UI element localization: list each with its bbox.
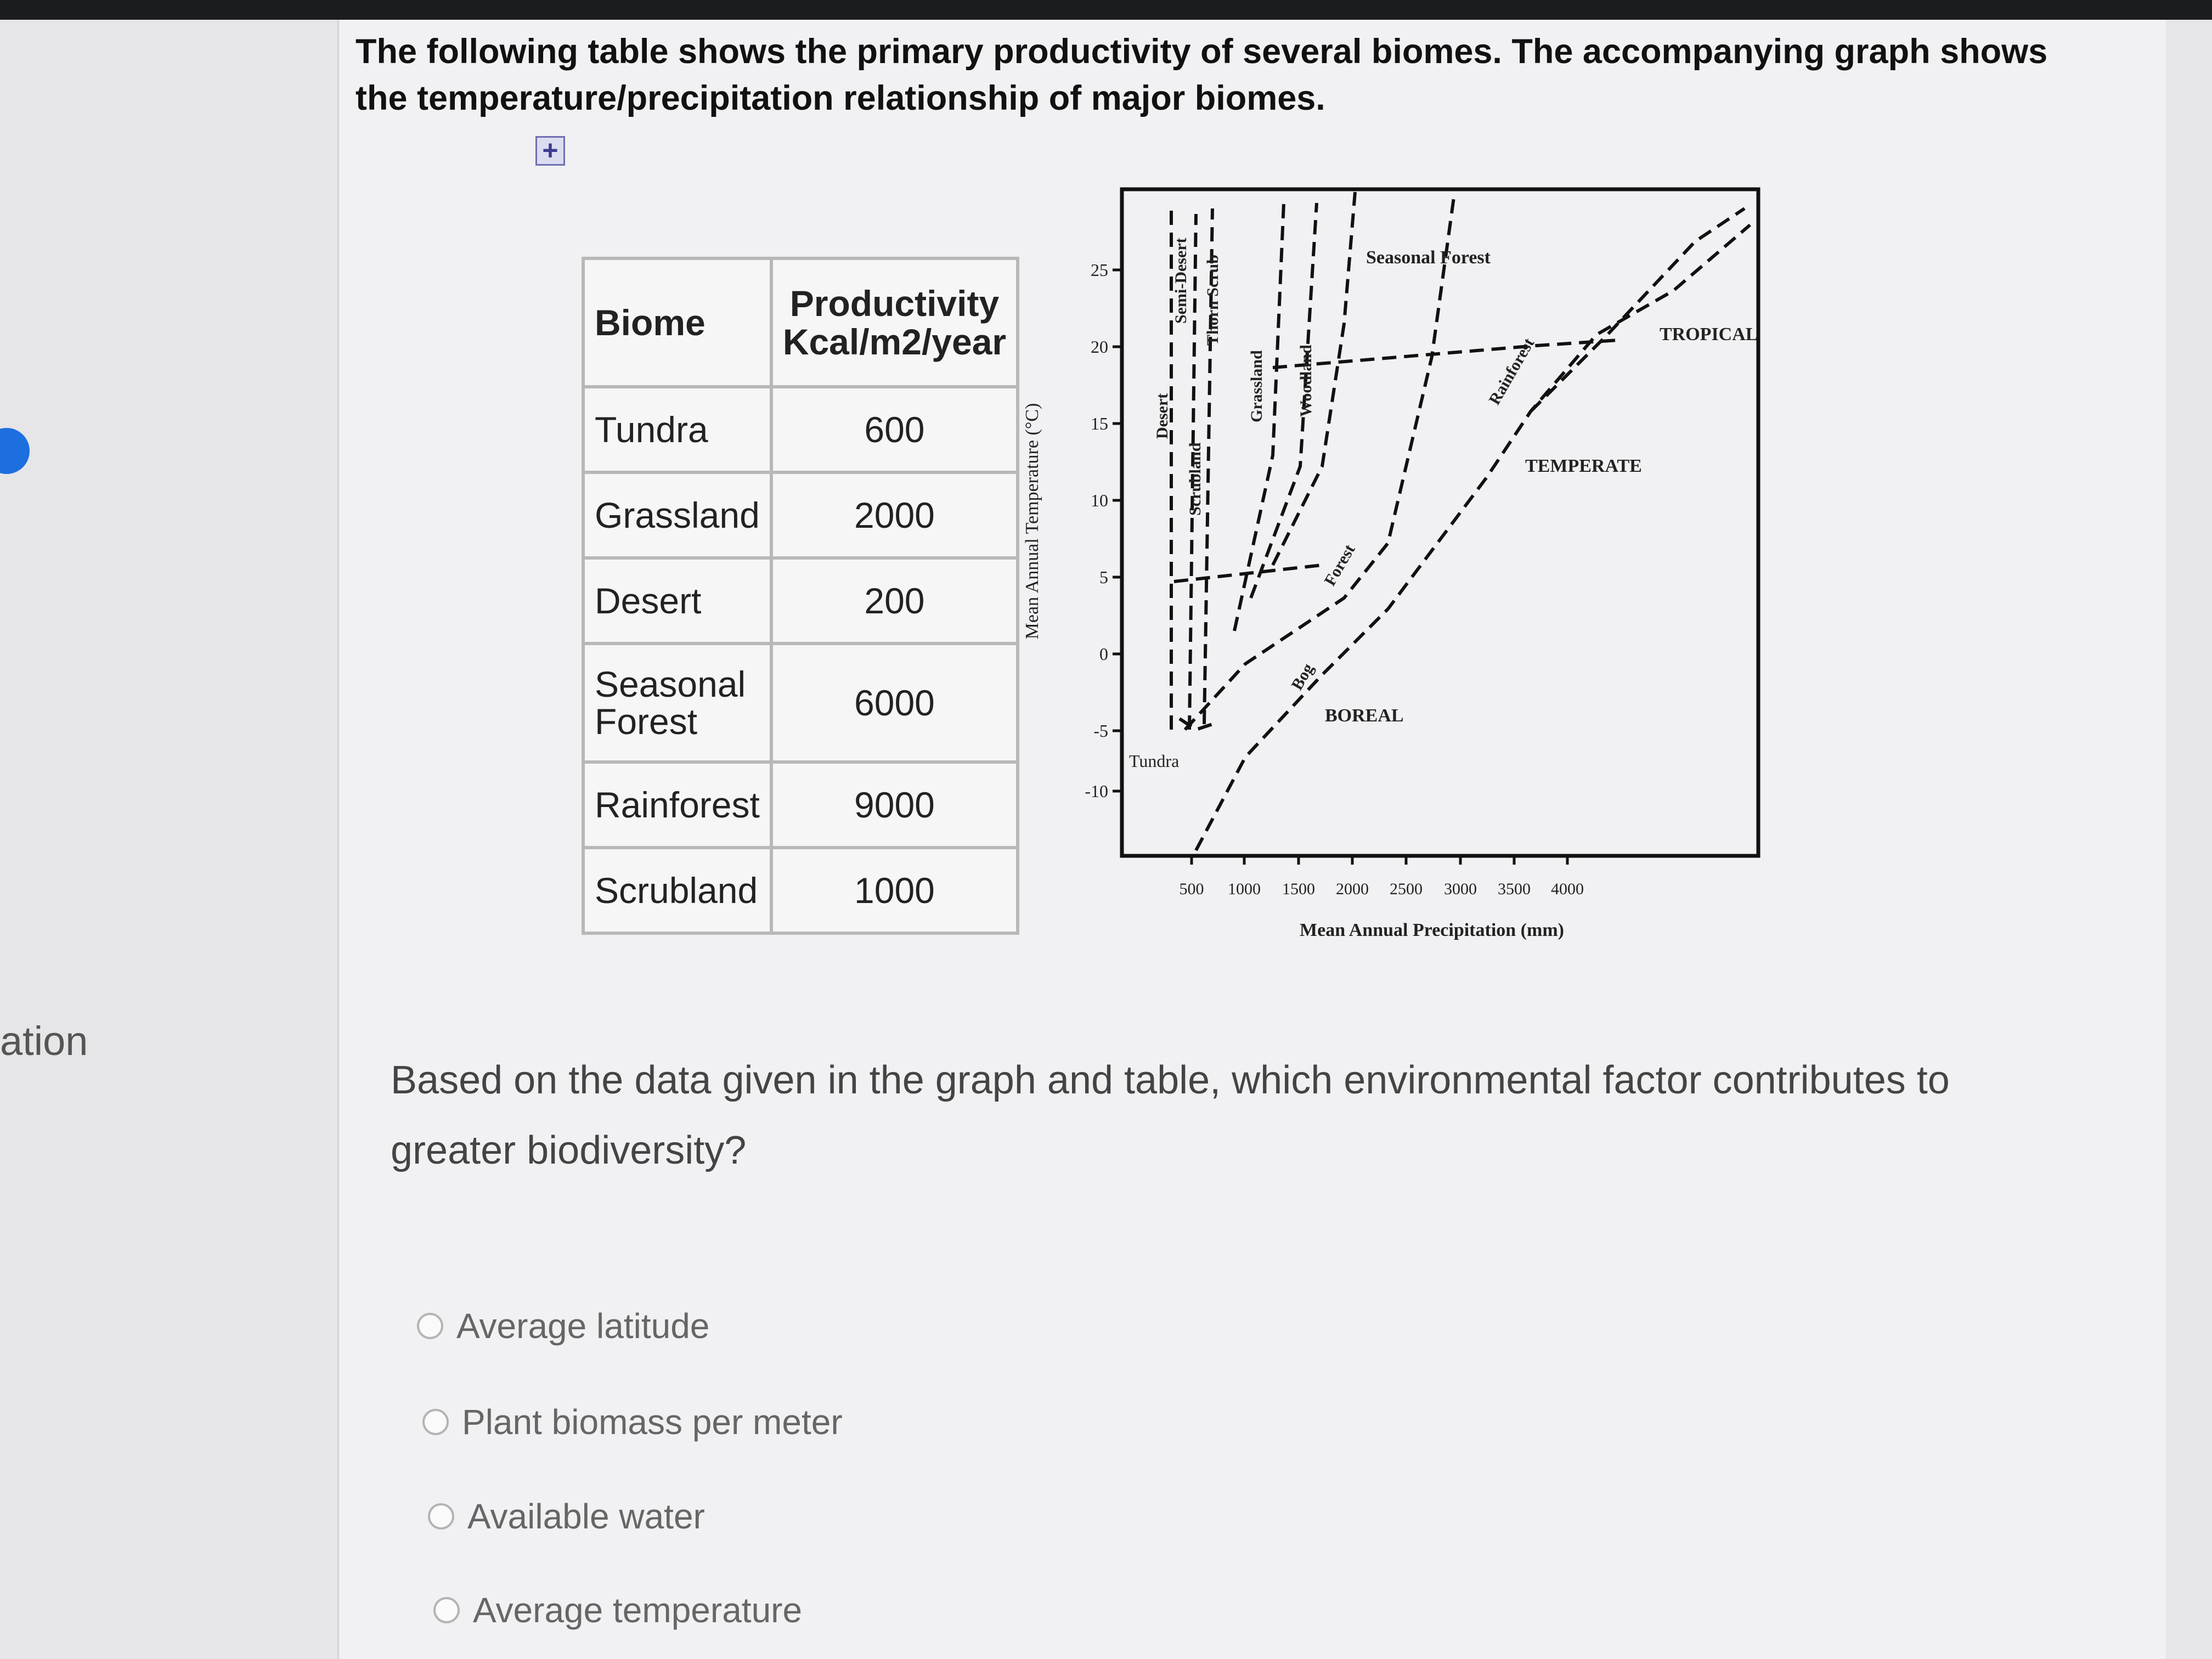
table-row — [583, 848, 1018, 933]
top-bar — [0, 0, 2212, 20]
radio-icon[interactable] — [428, 1503, 454, 1530]
biome-label-thorn-scrub: Thorn Scrub — [1204, 255, 1222, 346]
y-tick-labels — [1085, 260, 1108, 801]
sidebar-partial-label: ation — [0, 1018, 88, 1064]
table-row — [583, 644, 1018, 762]
x-tick-label: 3500 — [1498, 880, 1531, 898]
table-cell-biome: Seasonal Forest — [583, 644, 771, 762]
x-tick-label: 1000 — [1228, 880, 1261, 898]
table-cell-biome: Grassland — [583, 472, 771, 558]
y-axis-label: Mean Annual Temperature (°C) — [1022, 403, 1042, 640]
biome-label-scrubland: Scrubland — [1186, 442, 1204, 516]
radio-icon[interactable] — [433, 1597, 460, 1623]
option-average-latitude[interactable] — [417, 1306, 709, 1346]
x-tick-label: 4000 — [1551, 880, 1584, 898]
option-average-temperature[interactable] — [433, 1590, 802, 1630]
x-tick-label: 1500 — [1282, 880, 1315, 898]
biome-label-seasonal-forest: Seasonal Forest — [1366, 247, 1491, 268]
plus-expand-icon[interactable]: + — [535, 136, 565, 166]
y-tick-label: 5 — [1099, 567, 1108, 587]
table-cell-productivity: 1000 — [771, 848, 1018, 933]
table-cell-biome: Rainforest — [583, 762, 771, 848]
option-available-water[interactable] — [428, 1496, 705, 1537]
y-tick-label: 20 — [1091, 337, 1108, 357]
biome-climate-chart — [1015, 181, 1810, 960]
biome-label-desert: Desert — [1153, 393, 1171, 439]
radio-icon[interactable] — [422, 1409, 449, 1435]
table-cell-productivity: 2000 — [771, 472, 1018, 558]
table-row — [583, 762, 1018, 848]
table-header-productivity: Productivity Kcal/m2/year — [771, 258, 1018, 387]
biome-label-tundra: Tundra — [1129, 751, 1180, 771]
x-axis-label: Mean Annual Precipitation (mm) — [1300, 920, 1564, 940]
option-label: Available water — [467, 1497, 705, 1536]
biome-label-semi-desert: Semi-Desert — [1172, 238, 1190, 324]
radio-icon[interactable] — [417, 1313, 443, 1339]
biome-label-grassland: Grassland — [1248, 350, 1266, 422]
option-plant-biomass[interactable] — [422, 1402, 843, 1442]
x-tick-label: 2500 — [1390, 880, 1423, 898]
table-header-biome: Biome — [583, 258, 771, 387]
table-cell-productivity: 9000 — [771, 762, 1018, 848]
biome-label-woodland: Woodland — [1297, 345, 1315, 417]
option-label: Average temperature — [473, 1590, 803, 1630]
question-number-badge[interactable] — [0, 428, 30, 474]
table-row — [583, 387, 1018, 472]
table-cell-productivity: 600 — [771, 387, 1018, 472]
table-cell-productivity: 200 — [771, 558, 1018, 644]
y-tick-label: -10 — [1085, 781, 1108, 801]
prompt-intro: The following table shows the primary productivity of several biomes. The accompanying graph shows the temperature/precipitation relationship of major biomes. — [356, 32, 2048, 117]
zone-label-temperate: TEMPERATE — [1525, 456, 1642, 476]
x-tick-label: 2000 — [1336, 880, 1369, 898]
y-tick-label: -5 — [1093, 721, 1108, 741]
boundary-line — [1185, 198, 1454, 730]
y-tick-label: 10 — [1091, 490, 1108, 510]
biome-boundaries — [1171, 192, 1750, 850]
table-row — [583, 558, 1018, 644]
biome-label-forest: Forest — [1321, 541, 1359, 589]
biome-label-bog: Bog — [1288, 660, 1318, 693]
question-text: Based on the data given in the graph and table, which environmental factor contributes to greater biodiversity? — [391, 1058, 1950, 1172]
productivity-table — [582, 257, 1019, 935]
x-tick-label: 3000 — [1444, 880, 1477, 898]
boundary-line — [1174, 565, 1322, 582]
x-tick-label: 500 — [1179, 880, 1204, 898]
table-row — [583, 472, 1018, 558]
boundary-line — [1273, 340, 1618, 368]
biome-label-rainforest: Rainforest — [1485, 335, 1538, 408]
table-cell-productivity: 6000 — [771, 644, 1018, 762]
option-label: Average latitude — [456, 1306, 710, 1346]
table-cell-biome: Scrubland — [583, 848, 771, 933]
table-cell-biome: Tundra — [583, 387, 771, 472]
y-tick-label: 15 — [1091, 414, 1108, 433]
x-tick-labels — [1180, 880, 1584, 898]
zone-label-tropical: TROPICAL — [1660, 324, 1758, 345]
table-cell-biome: Desert — [583, 558, 771, 644]
y-tick-label: 25 — [1091, 260, 1108, 280]
zone-label-boreal: BOREAL — [1325, 706, 1404, 726]
y-tick-label: 0 — [1099, 644, 1108, 664]
option-label: Plant biomass per meter — [462, 1402, 843, 1442]
